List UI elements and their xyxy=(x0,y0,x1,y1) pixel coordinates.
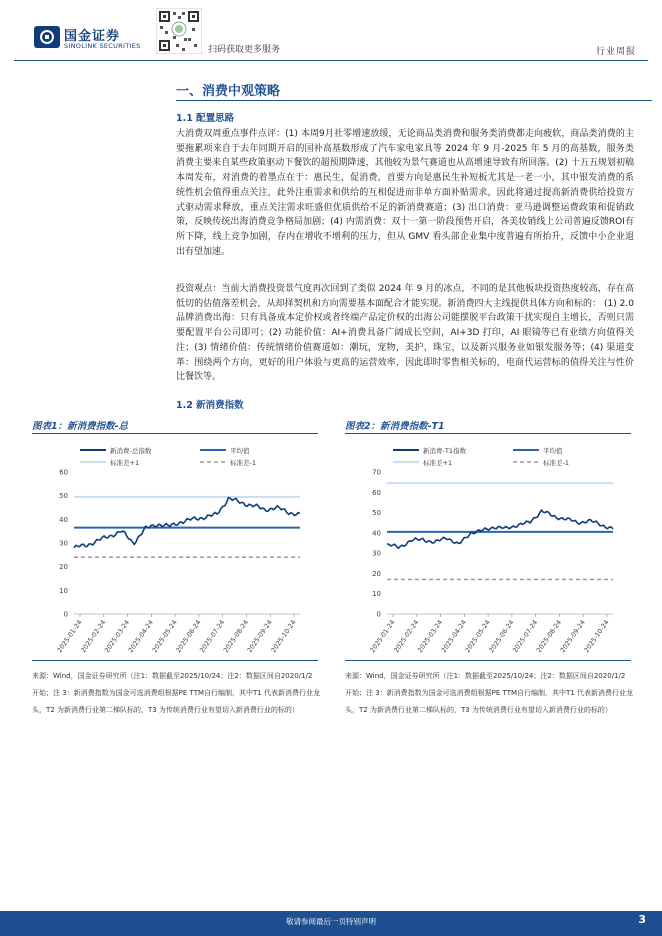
legend-label-3: 标准差-1 xyxy=(230,459,256,467)
y-tick-label-4: 40 xyxy=(59,515,68,524)
y-tick-label-7: 70 xyxy=(372,468,381,477)
subsection-title-allocation: 1.1 配置思路 xyxy=(176,113,235,124)
x-tick-label-8: 2025-09-24 xyxy=(245,618,274,655)
chart2-bottom-rule xyxy=(345,660,631,661)
section-title: 一、消费中观策略 xyxy=(176,84,281,99)
y-tick-label-2: 20 xyxy=(372,569,381,578)
chart2-source-note: 来源：Wind，国金证券研究所（注1：数据截至2025/10/24；注2：数据区间自2020/1/2 开始；注 3：新消费指数为国金可选消费组根据PE TTM自行编制，其中T1 代表新消费行业龙头，T2 为新消费行业第二梯队标的，T3 为传统消费行业有望切入新消费行业的标的） xyxy=(345,672,633,714)
x-tick-label-6: 2025-07-24 xyxy=(198,618,227,655)
paragraph-event-review: 大消费双周重点事件点评：(1) 本周9月社零增速放缓，无论商品类消费和服务类消费都走向疲软，商品类消费的主要拖累项来自于去年同期开启的国补高基数形成了汽车家电家具等 2024 年 9 月-2025 年 5 月的高基数，服务类消费主要来自某些政策驱动下餐饮的超预期降速，其他较为景气赛道也从高增速导致有所回落。(2) 十五五规划初稿本周发布，对消费的着墨点在于：惠民生，促消费，首要方向是惠民生补短板尤其是一老一小，其中银发消费的系统性机会值得重点关注，此外注重需求和供给的互相促进而非单方面补贴需求，因此将通过提高新消费供给投资方式驱动需求释放，重点关注需求旺盛但优质供给不足的新消费赛道；(3) 出口消费：亚马逊调整运费政策和促销政策，反映传统出海消费竞争格局加剧；(4) 内需消费：双十一第一阶段预售开启，各美妆销线上公司普遍反馈ROI有所下降，线上竞争加剧，存内在增收不增利的压力，但从 GMV 看头部企业集中度普遍有所抬升，反馈中小企业退出有望加速。 xyxy=(176,129,634,257)
legend-label-1: 平均值 xyxy=(230,447,250,455)
x-tick-label-6: 2025-07-24 xyxy=(511,618,540,655)
x-tick-label-2: 2025-03-24 xyxy=(102,618,132,655)
page-number: 3 xyxy=(638,913,646,926)
logo-company-name: 国金证券 xyxy=(64,29,121,44)
chart1-bottom-rule xyxy=(32,660,318,661)
x-tick-label-4: 2025-05-24 xyxy=(150,618,179,655)
series-index-line xyxy=(387,510,613,548)
x-tick-label-9: 2025-10-24 xyxy=(269,618,298,655)
x-tick-label-5: 2025-06-24 xyxy=(487,618,516,655)
paragraph-investment-view: 投资观点：当前大消费投资景气度再次回到了类似 2024 年 9 月的冰点，不同的是其他板块投资热度较高，存在高低切的估值落差机会，从却择契机和方向需要基本面配合才能实现。新消费四大主线提供具体方向和标的： (1) 2.0品牌消费出海：只有具备成本定价权或者终端产品定价权的出海公司能摆脱平台政策干扰实现自主增长，否则只需要配置平台公司即可；(2) 功能价值：AI+消费具备广阔成长空间，AI+3D 打印，AI 眼镜等已有业绩方向值得关注；(3) 情绪价值：传统情绪价值赛道如：潮玩，宠物，美护，珠宝，以及新兴服务业如银发服务等；(4) 渠道变革：围绕两个方向，更好的用户体验与更高的运营效率，因此即时零售相关标的，电商代运营标的值得关注与性价比餐饮等。 xyxy=(176,284,634,383)
y-tick-label-1: 10 xyxy=(372,590,381,599)
x-tick-label-9: 2025-10-24 xyxy=(582,618,611,655)
chart2-top-rule xyxy=(345,433,631,434)
x-tick-label-5: 2025-06-24 xyxy=(174,618,203,655)
x-tick-label-3: 2025-04-24 xyxy=(439,618,468,655)
y-tick-label-1: 10 xyxy=(59,586,68,595)
x-tick-label-3: 2025-04-24 xyxy=(126,618,155,655)
chart1-top-rule xyxy=(32,433,318,434)
report-type-label: 行业周报 xyxy=(595,47,636,57)
chart1-source-note: 来源：Wind，国金证券研究所（注1：数据截至2025/10/24；注2：数据区间自2020/1/2 开始；注 3：新消费指数为国金可选消费组根据PE TTM自行编制，其中T1 代表新消费行业龙头，T2 为新消费行业第二梯队标的，T3 为传统消费行业有望切入新消费行业的标的） xyxy=(32,672,320,714)
legend-label-1: 平均值 xyxy=(543,447,563,455)
legend-label-3: 标准差-1 xyxy=(543,459,569,467)
x-tick-label-2: 2025-03-24 xyxy=(415,618,445,655)
y-tick-label-5: 50 xyxy=(372,509,381,518)
legend-label-2: 标准差+1 xyxy=(110,459,140,467)
x-tick-label-8: 2025-09-24 xyxy=(558,618,587,655)
sinolink-logo-icon xyxy=(34,26,60,48)
section-divider xyxy=(176,100,652,101)
y-tick-label-6: 60 xyxy=(59,468,68,477)
y-tick-label-5: 50 xyxy=(59,492,68,501)
x-tick-label-0: 2025-01-24 xyxy=(55,618,84,655)
chart1-title: 图表1：新消费指数-总 xyxy=(32,421,129,432)
x-tick-label-7: 2025-08-24 xyxy=(221,618,251,655)
legend-label-0: 新消费-总指数 xyxy=(110,447,152,455)
y-tick-label-4: 40 xyxy=(372,529,381,538)
qr-code-icon[interactable] xyxy=(156,8,202,54)
x-tick-label-7: 2025-08-24 xyxy=(534,618,564,655)
x-tick-label-0: 2025-01-24 xyxy=(368,618,397,655)
chart1-new-consumption-total xyxy=(32,436,318,658)
page-header xyxy=(0,0,662,62)
subsection-title-index: 1.2 新消费指数 xyxy=(176,400,244,411)
footer-disclaimer-text: 敬请参阅最后一页特别声明 xyxy=(286,917,376,926)
y-tick-label-6: 60 xyxy=(372,488,381,497)
chart2-title: 图表2：新消费指数-T1 xyxy=(345,421,445,432)
legend-label-0: 新消费-T1指数 xyxy=(423,447,466,455)
y-tick-label-3: 30 xyxy=(372,549,381,558)
x-tick-label-1: 2025-02-24 xyxy=(392,618,421,655)
y-tick-label-0: 0 xyxy=(63,610,68,619)
scan-for-service-text: 扫码获取更多服务 xyxy=(208,45,281,55)
series-index-line xyxy=(74,498,300,548)
header-divider xyxy=(14,60,648,61)
legend-label-2: 标准差+1 xyxy=(423,459,453,467)
logo-company-name-en: SINOLINK SECURITIES xyxy=(64,42,141,50)
y-tick-label-2: 20 xyxy=(59,563,68,572)
x-tick-label-1: 2025-02-24 xyxy=(79,618,108,655)
chart2-new-consumption-t1 xyxy=(345,436,631,658)
y-tick-label-3: 30 xyxy=(59,539,68,548)
y-tick-label-0: 0 xyxy=(376,610,381,619)
x-tick-label-4: 2025-05-24 xyxy=(463,618,492,655)
